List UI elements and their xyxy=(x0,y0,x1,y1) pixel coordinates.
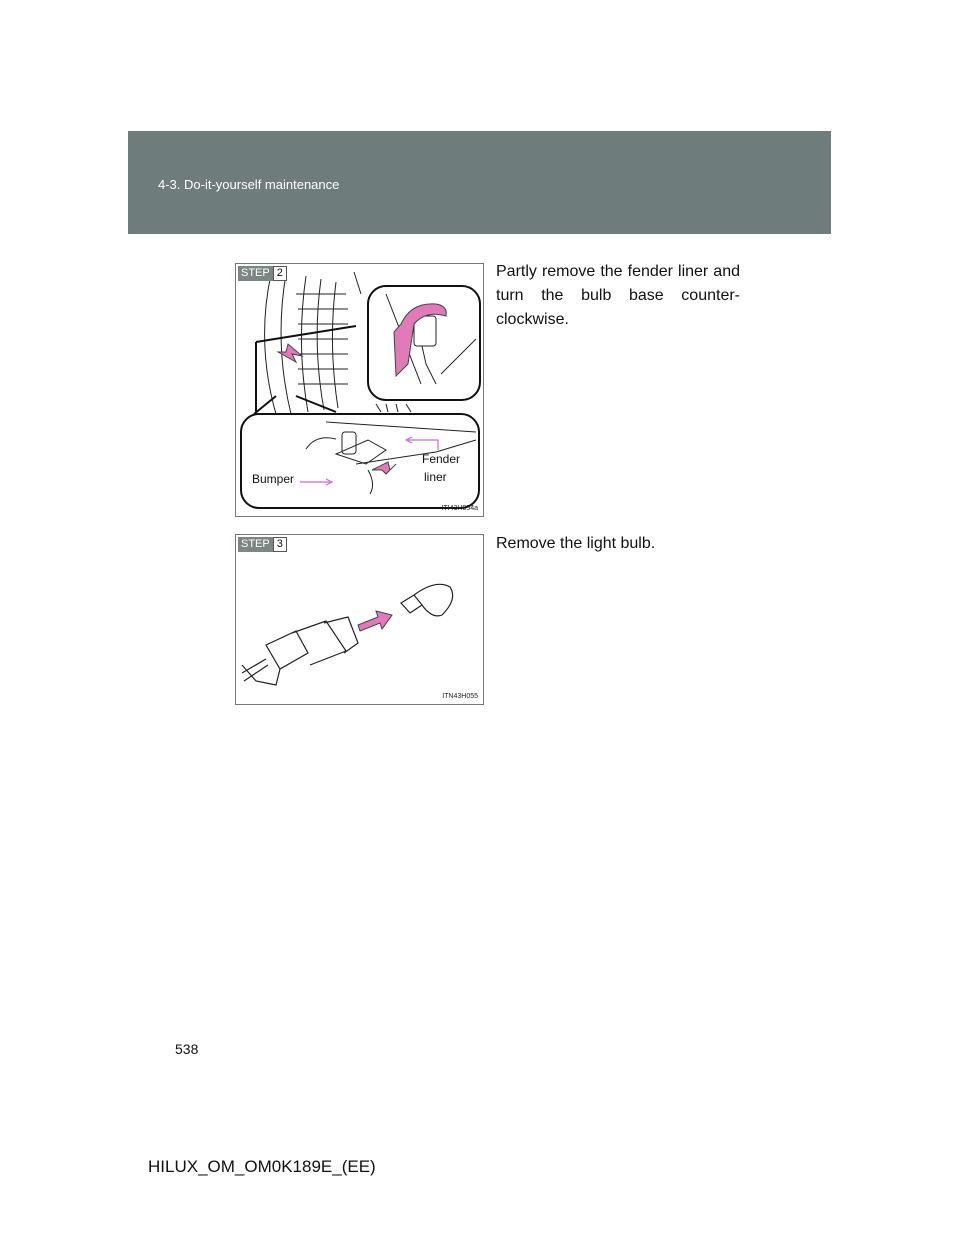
step-3-badge xyxy=(238,537,287,552)
step-3-figure xyxy=(235,534,484,705)
step-2-badge xyxy=(238,266,287,281)
step-label: STEP xyxy=(238,266,273,281)
step-label: STEP xyxy=(238,537,273,552)
page-number: 538 xyxy=(175,1041,199,1057)
step-3-instruction: Remove the light bulb. xyxy=(496,535,656,552)
bumper-label: Bumper xyxy=(252,472,295,486)
step-number: 2 xyxy=(273,266,287,281)
fender-liner-label-line2: liner xyxy=(424,470,447,484)
step-2-instruction: Partly remove the fender liner and turn the bulb base counter-clockwise. xyxy=(496,263,740,328)
step-3-illustration xyxy=(236,535,485,706)
figure-code: ITN43H055 xyxy=(442,693,478,700)
fender-liner-label-line1: Fender xyxy=(422,452,461,466)
step-number: 3 xyxy=(273,537,287,552)
footer-document-id: HILUX_OM_OM0K189E_(EE) xyxy=(148,1157,376,1176)
section-title: 4-3. Do-it-yourself maintenance xyxy=(158,177,340,192)
step-2-figure xyxy=(235,263,484,517)
section-header-band xyxy=(128,131,831,234)
figure-code: ITI43H054a xyxy=(441,505,478,512)
